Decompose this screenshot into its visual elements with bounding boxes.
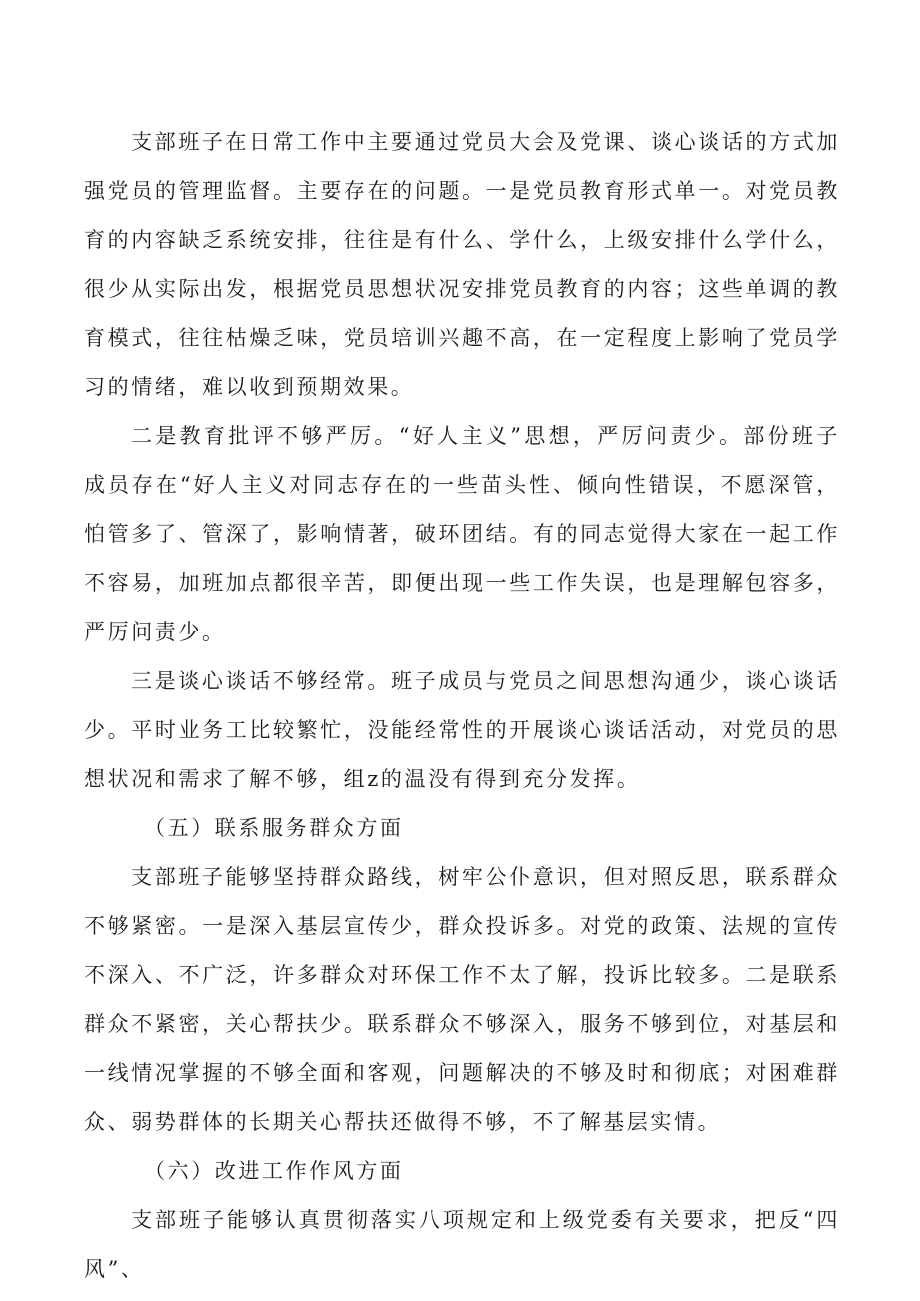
paragraph-criticism: 二是教育批评不够严厉。“好人主义”思想，严厉问责少。部份班子成员存在“好人主义对同志存在的一些苗头性、倾向性错误，不愿深管，怕管多了、管深了，影响情著，破环团结。有的同志觉得大家在一起工作不容易，加班加点都很辛苦，即便出现一些工作失误，也是理解包容多，严厉问责少。 (84, 424, 840, 644)
paragraph-serve-masses: 支部班子能够坚持群众路线，树牢公仆意识，但对照反思，联系群众不够紧密。一是深入基层宣传少，群众投诉多。对党的政策、法规的宣传不深入、不广泛，许多群众对环保工作不太了解，投诉比较多。二是联系群众不紧密，关心帮扶少。联系群众不够深入，服务不够到位，对基层和一线情况掌握的不够全面和客观，问题解决的不够及时和彻底；对困难群众、弱势群体的长期关心帮扶还做得不够，不了解基层实情。 (84, 865, 840, 1134)
document-body (84, 118, 840, 1294)
paragraph-work-style: 支部班子能够认真贯彻落实八项规定和上级党委有关要求，把反“四风”、 (84, 1208, 840, 1281)
paragraph-heart-talks: 三是谈心谈话不够经常。班子成员与党员之间思想沟通少，谈心谈话少。平时业务工比较繁忙，没能经常性的开展谈心谈话活动，对党员的思想状况和需求了解不够，组z的温没有得到充分发挥。 (84, 669, 840, 791)
section-heading-5: （五）联系服务群众方面 (144, 816, 404, 840)
paragraph-party-education: 支部班子在日常工作中主要通过党员大会及党课、谈心谈话的方式加强党员的管理监督。主要存在的问题。一是党员教育形式单一。对党员教育的内容缺乏系统安排，往往是有什么、学什么，上级安排什么学什么，很少从实际出发，根据党员思想状况安排党员教育的内容；这些单调的教育模式，往往枯燥乏味，党员培训兴趣不高，在一定程度上影响了党员学习的情绪，难以收到预期效果。 (84, 130, 840, 399)
section-heading-6: （六）改进工作作风方面 (144, 1159, 404, 1183)
